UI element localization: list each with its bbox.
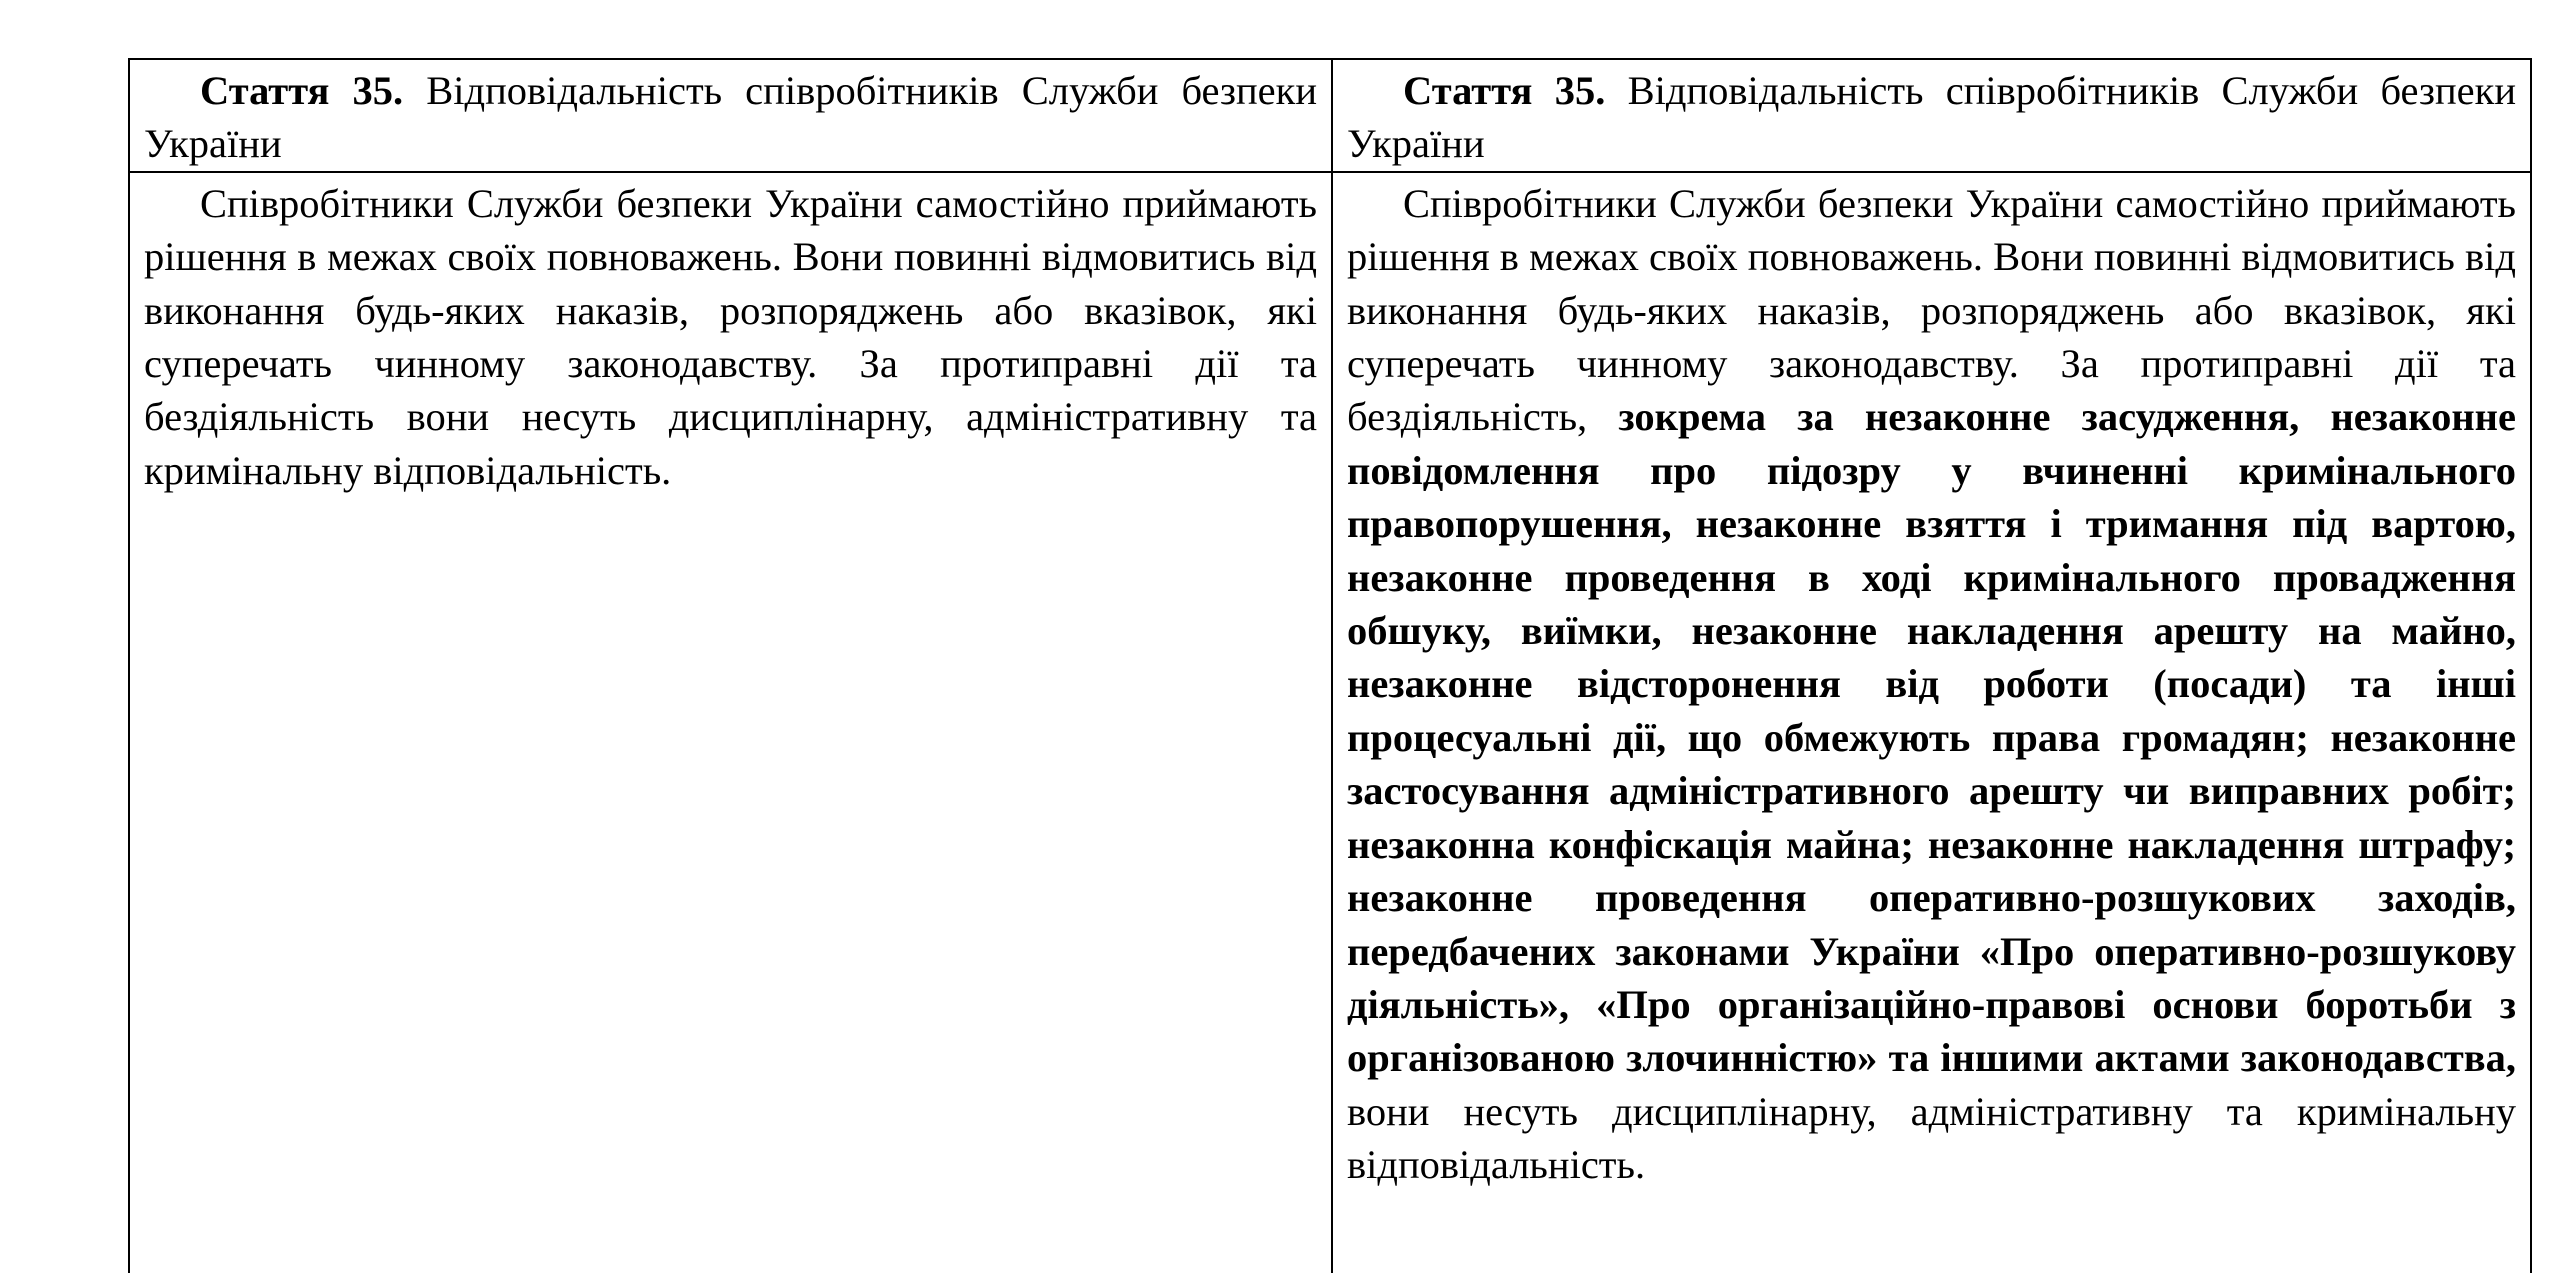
right-body-cell [1332, 172, 2531, 1273]
left-body-cell [129, 172, 1332, 1273]
right-article-label: Стаття 35. [1403, 68, 1606, 113]
left-article-title: Відповідальність співробітників Служби безпеки України [144, 68, 1317, 167]
right-heading [1347, 64, 2516, 171]
comparison-table [128, 58, 2532, 1273]
right-body-bold: зокрема за незаконне засудження, незаконне повідомлення про підозру у вчиненні кримінального правопорушення, незаконне взяття і тримання під вартою, незаконне проведення в ході кримінального провадження обшуку, виїмки, незаконне накладення арешту на майно, незаконне відсторонення від роботи (посади) та інші процесуальні дії, що обмежують права громадян; незаконне застосування адміністративного арешту чи виправних робіт; незаконна конфіскація майна; незаконне накладення штрафу; незаконне проведення оперативно-розшукових заходів, передбачених законами України «Про оперативно-розшукову діяльність», «Про організаційно-правові основи боротьби з організованою злочинністю» та іншими актами законодавства, [1347, 394, 2516, 1081]
table-row-body [129, 172, 2531, 1273]
right-body-end: вони несуть дисциплінарну, адміністративну та кримінальну відповідальність. [1347, 1088, 2516, 1188]
left-article-label: Стаття 35. [200, 68, 404, 113]
right-heading-cell [1332, 59, 2531, 172]
left-heading-cell [129, 59, 1332, 172]
right-body-text [1347, 177, 2516, 1192]
right-body-intro: Співробітники Служби безпеки України самостійно приймають рішення в межах своїх повноважень. Вони повинні відмовитись від виконання будь-яких наказів, розпоряджень або вказівок, які суперечать чинному законодавству. За протиправні дії та бездіяльність, [1347, 180, 2516, 440]
left-body-text: Співробітники Служби безпеки України самостійно приймають рішення в межах своїх повноважень. Вони повинні відмовитись від виконання будь-яких наказів, розпоряджень або вказівок, які суперечать чинному законодавству. За протиправні дії та бездіяльність вони несуть дисциплінарну, адміністративну та кримінальну відповідальність. [144, 180, 1317, 493]
table-row-heading [129, 59, 2531, 172]
right-article-title: Відповідальність співробітників Служби безпеки України [1347, 68, 2516, 167]
left-heading [144, 64, 1317, 171]
